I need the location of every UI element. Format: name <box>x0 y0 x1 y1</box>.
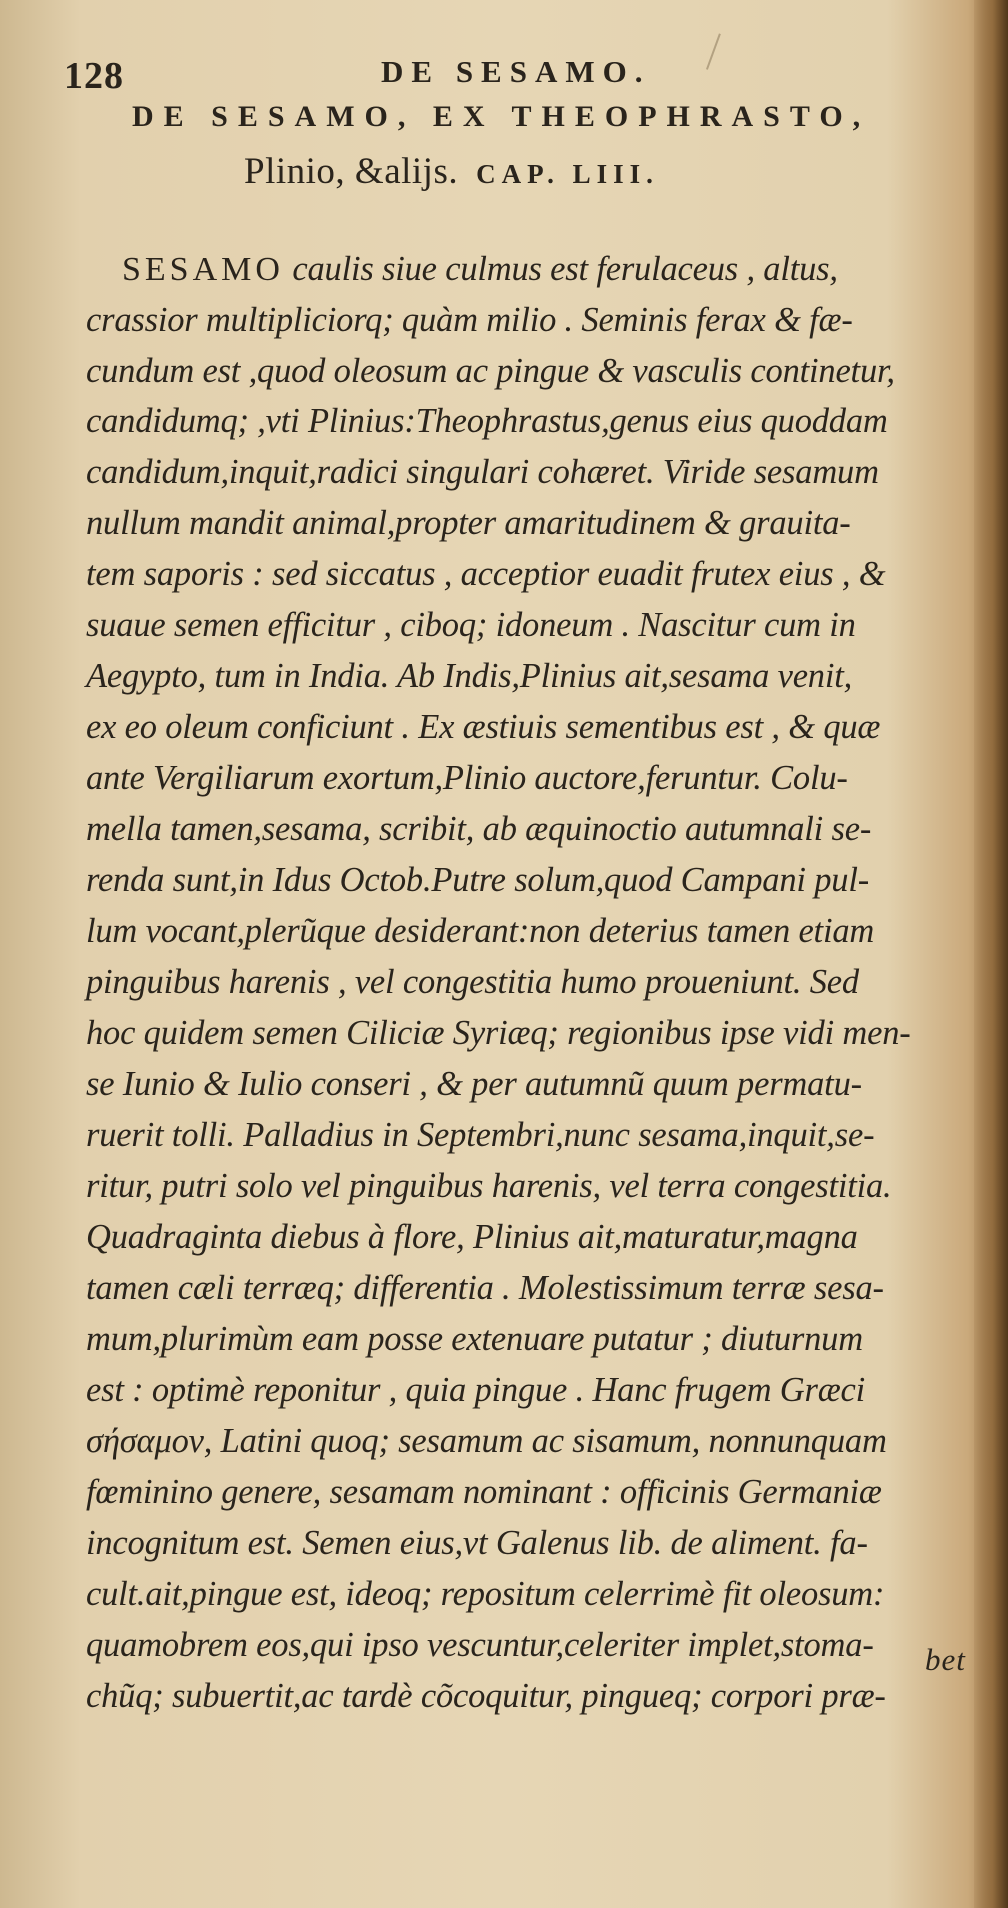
text-line: candidumq; ,vti Plinius:Theophrastus,genus eius quoddam <box>86 402 888 440</box>
text-line: Aegypto, tum in India. Ab Indis,Plinius ait,sesama venit, <box>86 657 853 695</box>
text-line: chũq; subuertit,ac tardè cõcoquitur, pingueq; corpori præ- <box>86 1677 886 1715</box>
text-line-content: caulis siue culmus est ferulaceus , altus, <box>292 250 838 288</box>
text-line: ex eo oleum conficiunt . Ex æstiuis sementibus est , & quæ <box>86 708 881 746</box>
text-line: fœminino genere, sesamam nominant : officinis Germaniæ <box>86 1473 882 1511</box>
text-line: incognitum est. Semen eius,vt Galenus lib. de aliment. fa- <box>86 1524 868 1562</box>
chapter-title: DE SESAMO, EX THEOPHRASTO, <box>132 100 871 133</box>
text-line: candidum,inquit,radici singulari cohæret. Viride sesamum <box>86 453 879 491</box>
text-line: ante Vergiliarum exortum,Plinio auctore,feruntur. Colu- <box>86 759 848 797</box>
text-line: pinguibus harenis , vel congestitia humo proueniunt. Sed <box>86 963 859 1001</box>
text-line: ritur, putri solo vel pinguibus harenis, vel terra congestitia. <box>86 1167 892 1205</box>
text-line: σήσαμον, Latini quoq; sesamum ac sisamum, nonnunquam <box>86 1422 887 1460</box>
text-line: cult.ait,pingue est, ideoq; repositum celerrimè fit oleosum: <box>86 1575 885 1613</box>
drop-cap-word: SESAMO <box>122 251 284 288</box>
text-line: tem saporis : sed siccatus , acceptior euadit frutex eius , & <box>86 555 886 593</box>
chapter-subtitle-text: Plinio, &alijs. <box>244 151 459 192</box>
text-line: crassior multipliciorq; quàm milio . Seminis ferax & fæ- <box>86 301 853 339</box>
text-line: renda sunt,in Idus Octob.Putre solum,quod Campani pul- <box>86 861 869 899</box>
chapter-subtitle <box>244 150 659 193</box>
text-line: tamen cæli terræq; differentia . Molestissimum terræ sesa- <box>86 1269 884 1307</box>
running-head: DE SESAMO. <box>381 54 651 89</box>
text-line: mum,plurimùm eam posse extenuare putatur ; diuturnum <box>86 1320 863 1358</box>
text-line: nullum mandit animal,propter amaritudinem & grauita- <box>86 504 851 542</box>
chapter-number: CAP. LIII. <box>476 159 659 189</box>
text-line: hoc quidem semen Ciliciæ Syriæq; regionibus ipse vidi men- <box>86 1014 911 1052</box>
text-line: lum vocant,plerũque desiderant:non deterius tamen etiam <box>86 912 875 950</box>
page-number: 128 <box>64 55 124 97</box>
text-line: Quadraginta diebus à flore, Plinius ait,maturatur,magna <box>86 1218 858 1256</box>
page-header <box>64 54 924 100</box>
catchword: bet <box>925 1642 966 1677</box>
body-text <box>86 252 976 1882</box>
text-line: cundum est ,quod oleosum ac pingue & vasculis continetur, <box>86 352 895 390</box>
text-line: est : optimè reponitur , quia pingue . Hanc frugem Græci <box>86 1371 866 1409</box>
text-line: ruerit tolli. Palladius in Septembri,nunc sesama,inquit,se- <box>86 1116 875 1154</box>
text-line <box>122 252 838 287</box>
page-edge-shadow <box>974 0 1008 1908</box>
text-line: suaue semen efficitur , ciboq; idoneum . Nascitur cum in <box>86 606 856 644</box>
text-line: se Iunio & Iulio conseri , & per autumnũ quum permatu- <box>86 1065 862 1103</box>
text-line: quamobrem eos,qui ipso vescuntur,celeriter implet,stoma- <box>86 1626 874 1664</box>
text-line: mella tamen,sesama, scribit, ab æquinoctio autumnali se- <box>86 810 872 848</box>
